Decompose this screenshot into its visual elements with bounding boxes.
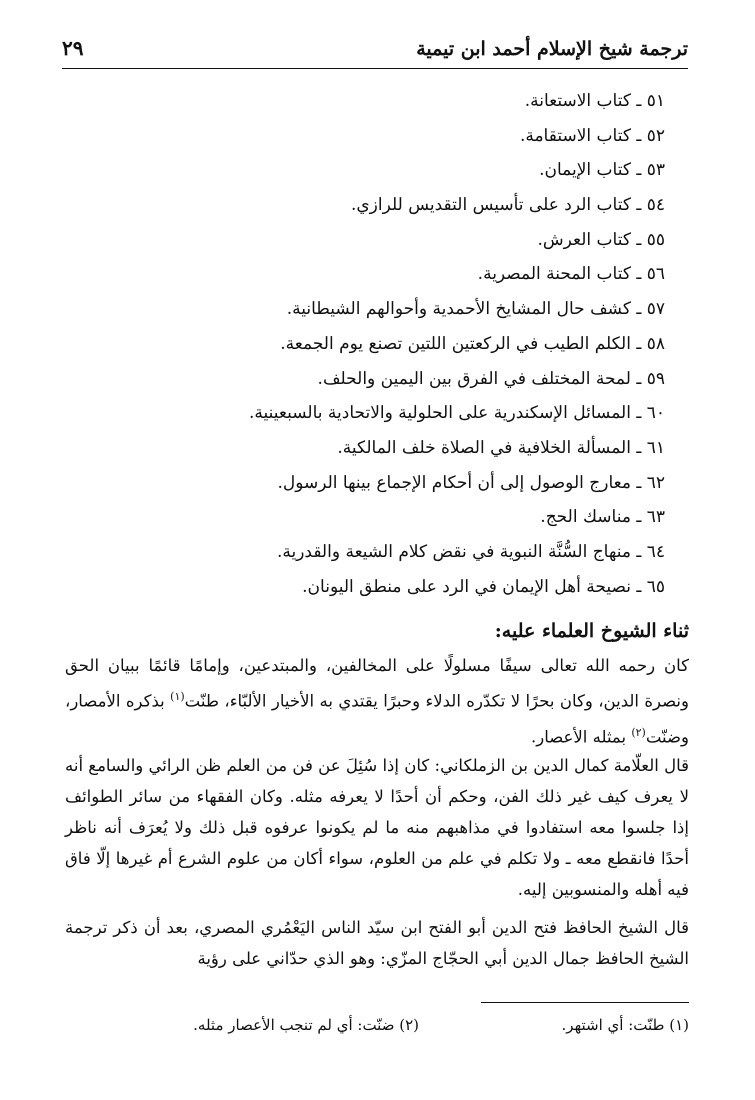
list-item: ٦٠ ـ المسائل الإسكندرية على الحلولية والاتحادية بالسبعينية.: [249, 403, 665, 424]
footnote-divider: [481, 1002, 689, 1003]
list-item: ٥٩ ـ لمحة المختلف في الفرق بين اليمين والحلف.: [317, 368, 665, 389]
list-item: ٥٢ ـ كتاب الاستقامة.: [519, 125, 665, 146]
list-item: ٥٧ ـ كشف حال المشايخ الأحمدية وأحوالهم الشيطانية.: [286, 299, 665, 320]
footnote-2: (٢) ضنّت: أي لم تنجب الأعصار مثله.: [193, 1016, 419, 1034]
list-item: ٥٥ ـ كتاب العرش.: [537, 229, 665, 250]
paragraph-praise: [65, 650, 689, 752]
footnote-1: (١) طنّت: أي اشتهر.: [561, 1016, 689, 1034]
section-heading: ثناء الشيوخ العلماء عليه:: [494, 620, 689, 642]
paragraph-zamalkani: قال العلّامة كمال الدين بن الزملكاني: كان إذا سُئِلَ عن فن من العلم ظن الرائي والسامع أنه لا يعرف كيف غير ذلك الفن، وحكم أن أحدًا لا يعرفه مثله. وكان الفقهاء من سائر الطوائف إذا جلسوا معه استفادوا في مذاهبهم منه ما لم يكونوا عرفوه قبل ذلك ولا يُعرَف أنه ناظر أحدًا فانقطع معه ـ ولا تكلم في علم من العلوم، سواء أكان من علوم الشرع أم غيرها إلّا فاق فيه أهله والمنسوبين إليه.: [65, 756, 689, 899]
running-title: ترجمة شيخ الإسلام أحمد ابن تيمية: [416, 38, 688, 60]
list-item: ٦٣ ـ مناسك الحج.: [540, 507, 665, 528]
list-item: ٦٤ ـ منهاج السُّنَّة النبوية في نقض كلام الشيعة والقدرية.: [276, 541, 665, 562]
footnote-ref[interactable]: (١): [170, 690, 185, 703]
page-header: [62, 34, 688, 69]
paragraph-text: بمثله الأعصار.: [531, 727, 632, 746]
list-item: ٦١ ـ المسألة الخلافية في الصلاة خلف المالكية.: [337, 437, 665, 458]
paragraph-ibn-sayyid-al-nas: قال الشيخ الحافظ فتح الدين أبو الفتح ابن سيّد الناس اليَعْمُري المصري، بعد أن ذكر ترجمة الشيخ الحافظ جمال الدين أبي الحجّاج المزّي: وهو الذي حدّاني على رؤية: [65, 918, 689, 968]
list-item: ٦٥ ـ نصيحة أهل الإيمان في الرد على منطق اليونان.: [302, 576, 665, 597]
list-item: ٥٨ ـ الكلم الطيب في الركعتين اللتين تصنع يوم الجمعة.: [280, 333, 665, 354]
list-item: ٦٢ ـ معارج الوصول إلى أن أحكام الإجماع بينها الرسول.: [277, 472, 665, 493]
paragraph-text: كان رحمه الله تعالى سيفًا مسلولًا على المخالفين، والمبتدعين، وإمامًا قائمًا ببيان الحق ونصرة الدين، وكان بحرًا لا تكدّره الدلاء وحبرًا يقتدي به الأخيار الألبّاء، طنّت: [65, 656, 689, 711]
list-item: ٥٣ ـ كتاب الإيمان.: [539, 160, 665, 181]
footnotes: [65, 1016, 689, 1040]
list-item: ٥٦ ـ كتاب المحنة المصرية.: [477, 264, 665, 285]
page-number: ٢٩: [62, 36, 84, 60]
paragraph-text: بذكره الأمصار، وضنّت: [65, 691, 689, 746]
works-list: [145, 84, 665, 604]
list-item: ٥١ ـ كتاب الاستعانة.: [524, 91, 665, 111]
list-item: ٥٤ ـ كتاب الرد على تأسيس التقديس للرازي.: [350, 195, 665, 216]
footnote-ref[interactable]: (٢): [631, 725, 646, 739]
